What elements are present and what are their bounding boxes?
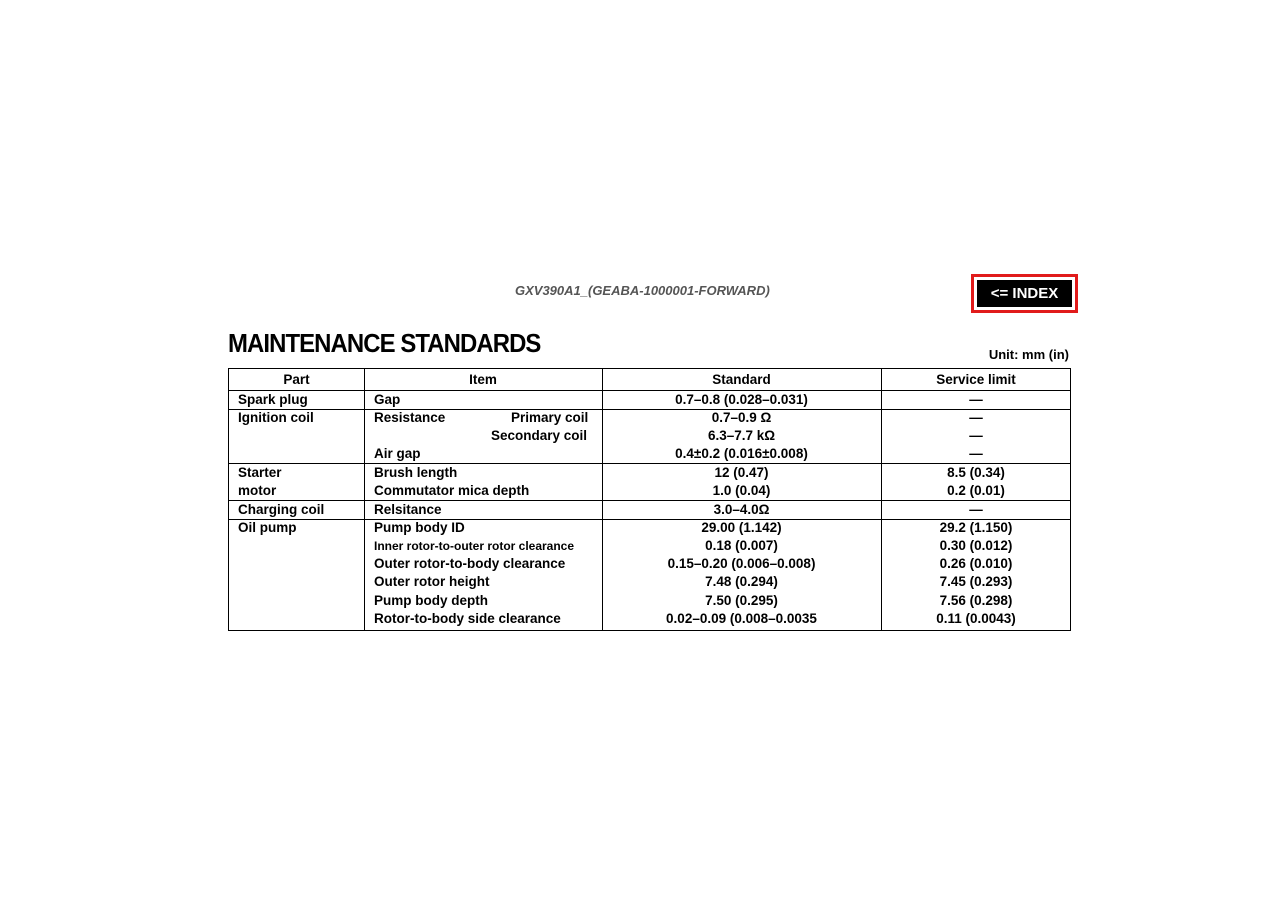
column-header-part: Part [283,372,310,387]
row-item: Pump body depth [374,593,488,608]
row-standard: 0.15–0.20 (0.006–0.008) [667,556,816,571]
row-standard: 1.0 (0.04) [712,483,771,498]
row-limit: — [969,502,983,517]
row-item: Inner rotor-to-outer rotor clearance [374,539,575,553]
row-item: Rotor-to-body side clearance [374,611,561,626]
row-item: Outer rotor height [374,574,490,589]
row-limit: 8.5 (0.34) [947,465,1005,480]
column-header-standard: Standard [712,372,771,387]
row-subitem: Secondary coil [491,428,588,443]
row-standard: 0.7–0.9 Ω [711,410,772,425]
row-limit: — [969,392,983,407]
column-header-item: Item [469,372,497,387]
row-limit: — [969,428,983,443]
row-standard: 0.18 (0.007) [705,538,778,553]
row-limit: 7.56 (0.298) [939,593,1013,608]
index-button[interactable] [971,274,1078,313]
row-limit: — [969,446,983,461]
column-header-service-limit: Service limit [936,372,1016,387]
row-limit: — [969,410,983,425]
row-standard: 0.4±0.2 (0.016±0.008) [675,446,808,461]
row-standard: 3.0–4.0Ω [713,502,770,517]
row-limit: 0.26 (0.010) [939,556,1013,571]
row-limit: 0.2 (0.01) [947,483,1005,498]
part-starter: Starter [238,465,282,480]
row-item: Brush length [374,465,458,480]
part-spark-plug: Spark plug [238,392,308,407]
row-item: Gap [374,392,401,407]
row-item: Resistance [374,410,446,425]
row-standard: 6.3–7.7 kΩ [707,428,776,443]
row-item: Air gap [374,446,421,461]
model-code: GXV390A1_(GEABA-1000001-FORWARD) [515,283,770,298]
part-motor: motor [238,483,277,498]
row-item: Relsitance [374,502,442,517]
row-item: Pump body ID [374,520,465,535]
row-standard: 7.48 (0.294) [705,574,778,589]
row-standard: 12 (0.47) [714,465,769,480]
row-standard: 0.7–0.8 (0.028–0.031) [675,392,808,407]
part-oil-pump: Oil pump [238,520,297,535]
row-limit: 7.45 (0.293) [939,574,1013,589]
row-limit: 29.2 (1.150) [939,520,1013,535]
row-limit: 0.11 (0.0043) [936,611,1016,626]
row-subitem: Primary coil [511,410,589,425]
page-title: MAINTENANCE STANDARDS [228,328,541,358]
index-button-label: <= INDEX [977,280,1072,307]
part-charging-coil: Charging coil [238,502,325,517]
row-limit: 0.30 (0.012) [939,538,1013,553]
unit-label: Unit: mm (in) [988,347,1069,362]
row-standard: 7.50 (0.295) [705,593,778,608]
part-ignition-coil: Ignition coil [238,410,314,425]
row-item: Outer rotor-to-body clearance [374,556,566,571]
maintenance-table [228,368,1071,631]
row-standard: 0.02–0.09 (0.008–0.0035 [666,611,817,626]
row-item: Commutator mica depth [374,483,530,498]
row-standard: 29.00 (1.142) [701,520,782,535]
